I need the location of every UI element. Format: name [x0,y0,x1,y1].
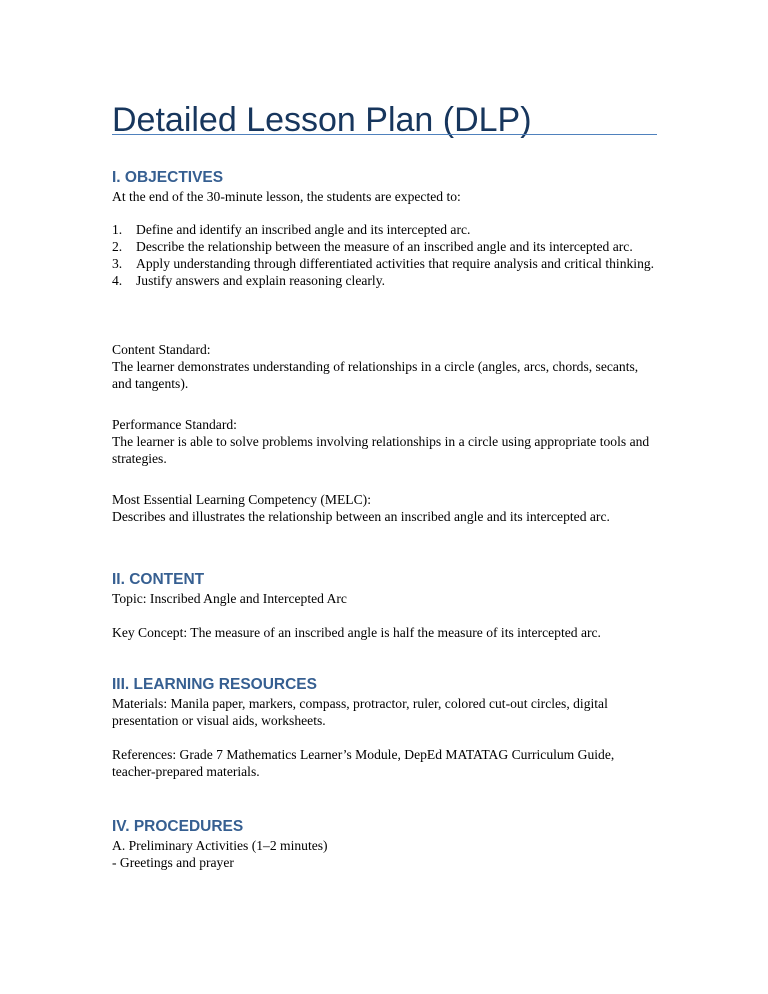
list-item [112,272,658,289]
section-heading: II. CONTENT [112,571,205,588]
content-standard-text: The learner demonstrates understanding of relationships in a circle (angles, arcs, chords, secants, and tangents). [112,359,639,391]
list-item [112,255,658,272]
list-number: 1. [112,222,123,237]
list-text: Justify answers and explain reasoning clearly. [136,273,386,288]
list-item [112,221,658,238]
title-divider [112,134,657,135]
list-number: 3. [112,256,123,271]
list-text: Apply understanding through differentiated activities that require analysis and critical thinking. [136,256,655,271]
references-text: References: Grade 7 Mathematics Learner’s Module, DepEd MATATAG Curriculum Guide, teacher-prepared materials. [112,747,615,779]
list-text: Define and identify an inscribed angle and its intercepted arc. [136,222,471,237]
key-concept-text: Key Concept: The measure of an inscribed angle is half the measure of its intercepted arc. [112,625,601,640]
objectives-list [112,221,658,289]
performance-standard-text: The learner is able to solve problems involving relationships in a circle using appropriate tools and strategies. [112,434,650,466]
list-item [112,238,658,255]
section-learning-resources [112,675,658,780]
list-text: Describe the relationship between the measure of an inscribed angle and its intercepted arc. [136,239,633,254]
melc-text: Describes and illustrates the relationship between an inscribed angle and its intercepted arc. [112,509,610,524]
section-procedures [112,817,658,871]
objectives-intro: At the end of the 30-minute lesson, the students are expected to: [112,189,461,204]
section-content [112,570,658,641]
melc-label: Most Essential Learning Competency (MELC): [112,492,371,507]
procedures-line: - Greetings and prayer [112,855,234,870]
performance-standard-label: Performance Standard: [112,417,237,432]
materials-text: Materials: Manila paper, markers, compass, protractor, ruler, colored cut-out circles, digital presentation or visual aids, worksheets. [112,696,608,728]
content-standard-label: Content Standard: [112,342,211,357]
document-title: Detailed Lesson Plan (DLP) [112,101,532,139]
melc [112,491,658,525]
section-heading: IV. PROCEDURES [112,818,244,835]
topic-text: Topic: Inscribed Angle and Intercepted Arc [112,591,347,606]
content-standard [112,341,658,392]
section-heading: III. LEARNING RESOURCES [112,676,317,693]
section-heading: I. OBJECTIVES [112,169,224,186]
procedures-subheading: A. Preliminary Activities (1–2 minutes) [112,838,328,853]
section-objectives [112,168,658,289]
list-number: 2. [112,239,123,254]
list-number: 4. [112,273,123,288]
performance-standard [112,416,658,467]
